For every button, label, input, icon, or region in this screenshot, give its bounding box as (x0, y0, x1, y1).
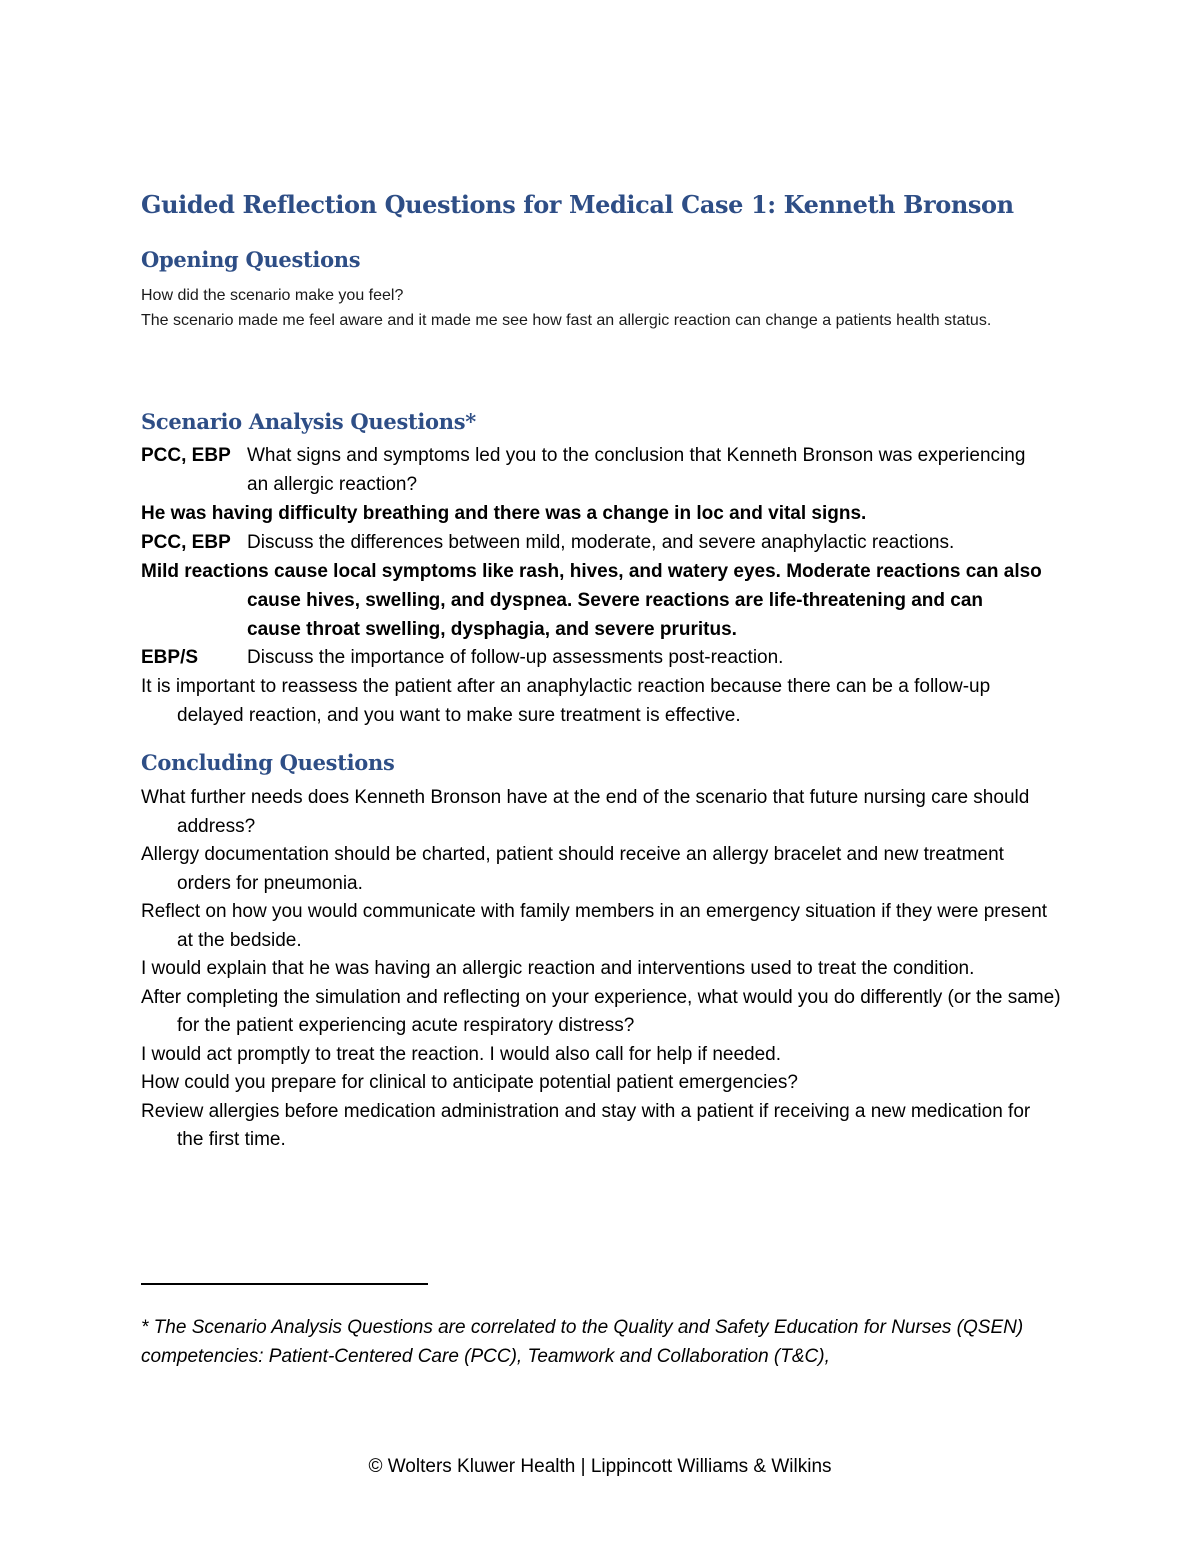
copyright-footer: © Wolters Kluwer Health | Lippincott Williams & Wilkins (368, 1456, 832, 1477)
concluding-question-3: After completing the simulation and reflecting on your experience, what would you do differently (or the same) for the patient experiencing acute respiratory distress? (141, 986, 1061, 1036)
concluding-answer-4: Review allergies before medication administration and stay with a patient if receiving a new medication for the first time. (141, 1100, 1031, 1150)
scenario-question-2 (141, 529, 1162, 558)
opening-question: How did the scenario make you feel? (141, 287, 404, 304)
opening-questions-heading: Opening Questions (141, 247, 361, 272)
concluding-question-4: How could you prepare for clinical to anticipate potential patient emergencies? (141, 1072, 798, 1093)
concluding-question-2: Reflect on how you would communicate with family members in an emergency situation if they were present at the bedside. (141, 901, 1048, 951)
concluding-lines (141, 784, 1061, 1155)
question-text: Discuss the importance of follow-up assessments post-reaction. (247, 647, 784, 668)
document-title: Guided Reflection Questions for Medical Case 1: Kenneth Bronson (141, 190, 1014, 219)
question-text: What signs and symptoms led you to the conclusion that Kenneth Bronson was experiencing an allergic reaction? (247, 445, 1026, 495)
scenario-question-1 (141, 442, 1047, 499)
footnote-separator (141, 1283, 428, 1285)
scenario-analysis-heading: Scenario Analysis Questions* (141, 409, 476, 434)
scenario-answer-3: It is important to reassess the patient after an anaphylactic reaction because there can be a follow-up delayed reaction, and you want to make sure treatment is effective. (141, 676, 991, 726)
question-tag: PCC, EBP (141, 445, 231, 466)
concluding-answer-3: I would act promptly to treat the reaction. I would also call for help if needed. (141, 1043, 782, 1065)
concluding-questions-heading: Concluding Questions (141, 750, 395, 775)
opening-answer: The scenario made me feel aware and it made me see how fast an allergic reaction can change a patients health status. (141, 312, 992, 329)
question-tag: EBP/S (141, 647, 199, 668)
concluding-answer-1: Allergy documentation should be charted, patient should receive an allergy bracelet and new treatment orders for pneumonia. (141, 844, 1004, 894)
scenario-answer-1: He was having difficulty breathing and there was a change in loc and vital signs. (141, 503, 867, 524)
question-text: Discuss the differences between mild, moderate, and severe anaphylactic reactions. (247, 532, 955, 553)
scenario-answer-2: Mild reactions cause local symptoms like rash, hives, and watery eyes. Moderate reactions can also cause hives, swelling, and dyspnea. Severe reactions are life-threatening and can cause throat swelling, dysphagia, and severe pruritus. (141, 561, 1042, 640)
question-tag: PCC, EBP (141, 532, 231, 553)
footnote: * The Scenario Analysis Questions are correlated to the Quality and Safety Education for Nurses (QSEN) competencies: Patient-Centered Care (PCC), Teamwork and Collaboration (T&C), (141, 1317, 1024, 1367)
concluding-question-1: What further needs does Kenneth Bronson have at the end of the scenario that future nursing care should address? (141, 787, 1030, 837)
scenario-question-3 (141, 644, 1047, 673)
concluding-answer-2: I would explain that he was having an allergic reaction and interventions used to treat the condition. (141, 958, 975, 979)
